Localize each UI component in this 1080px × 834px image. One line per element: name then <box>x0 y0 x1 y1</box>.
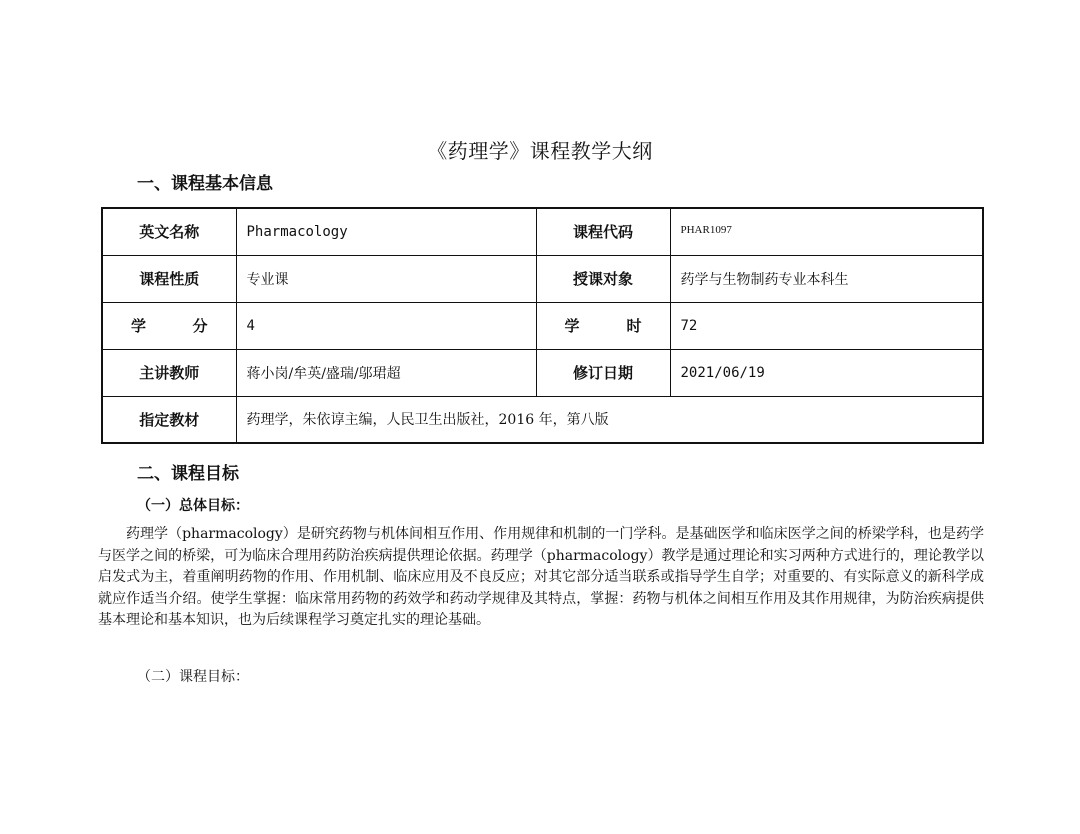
revision-date-label: 修订日期 <box>536 349 670 396</box>
hours-value: 72 <box>670 302 983 349</box>
credits-value: 4 <box>236 302 536 349</box>
course-code-value: PHAR1097 <box>670 208 983 255</box>
textbook-value: 药理学，朱依谆主编，人民卫生出版社，2016 年，第八版 <box>236 396 983 443</box>
english-name-label: 英文名称 <box>102 208 236 255</box>
table-row <box>102 349 983 396</box>
overall-objectives-paragraph: 药理学（pharmacology）是研究药物与机体间相互作用、作用规律和机制的一门学科。是基础医学和临床医学之间的桥梁学科，也是药学与医学之间的桥梁，可为临床合理用药防治疾病提供理论依据。药理学（pharmacology）教学是通过理论和实习两种方式进行的，理论教学以启发式为主，着重阐明药物的作用、作用机制、临床应用及不良反应；对其它部分适当联系或指导学生自学；对重要的、有实际意义的新科学成就应作适当介绍。使学生掌握：临床常用药物的药效学和药动学规律及其特点，掌握：药物与机体之间相互作用及其作用规律，为防治疾病提供基本理论和基本知识，也为后续课程学习奠定扎实的理论基础。 <box>98 526 984 628</box>
course-code-label: 课程代码 <box>536 208 670 255</box>
lecturers-label: 主讲教师 <box>102 349 236 396</box>
hours-label <box>536 302 670 349</box>
hours-label-char-1: 学 <box>564 317 580 335</box>
subheading-course-objectives: （二）课程目标： <box>137 669 249 685</box>
subheading-overall-objectives: （一）总体目标： <box>137 498 249 514</box>
table-row <box>102 208 983 255</box>
course-info-table <box>101 207 984 444</box>
document-title: 《药理学》课程教学大纲 <box>427 139 653 163</box>
table-row <box>102 302 983 349</box>
english-name-value: Pharmacology <box>236 208 536 255</box>
target-students-value: 药学与生物制药专业本科生 <box>670 255 983 302</box>
table-row <box>102 396 983 443</box>
hours-label-char-2: 时 <box>626 317 642 335</box>
credits-label-char-1: 学 <box>131 317 147 335</box>
credits-label <box>102 302 236 349</box>
course-nature-value: 专业课 <box>236 255 536 302</box>
course-nature-label: 课程性质 <box>102 255 236 302</box>
lecturers-value: 蒋小岗/牟英/盛瑞/邬珺超 <box>236 349 536 396</box>
credits-label-char-2: 分 <box>192 317 208 335</box>
section-heading-course-objectives: 二、课程目标 <box>137 464 239 484</box>
target-students-label: 授课对象 <box>536 255 670 302</box>
table-row <box>102 255 983 302</box>
textbook-label: 指定教材 <box>102 396 236 443</box>
revision-date-value: 2021/06/19 <box>670 349 983 396</box>
section-heading-basic-info: 一、课程基本信息 <box>137 174 273 194</box>
